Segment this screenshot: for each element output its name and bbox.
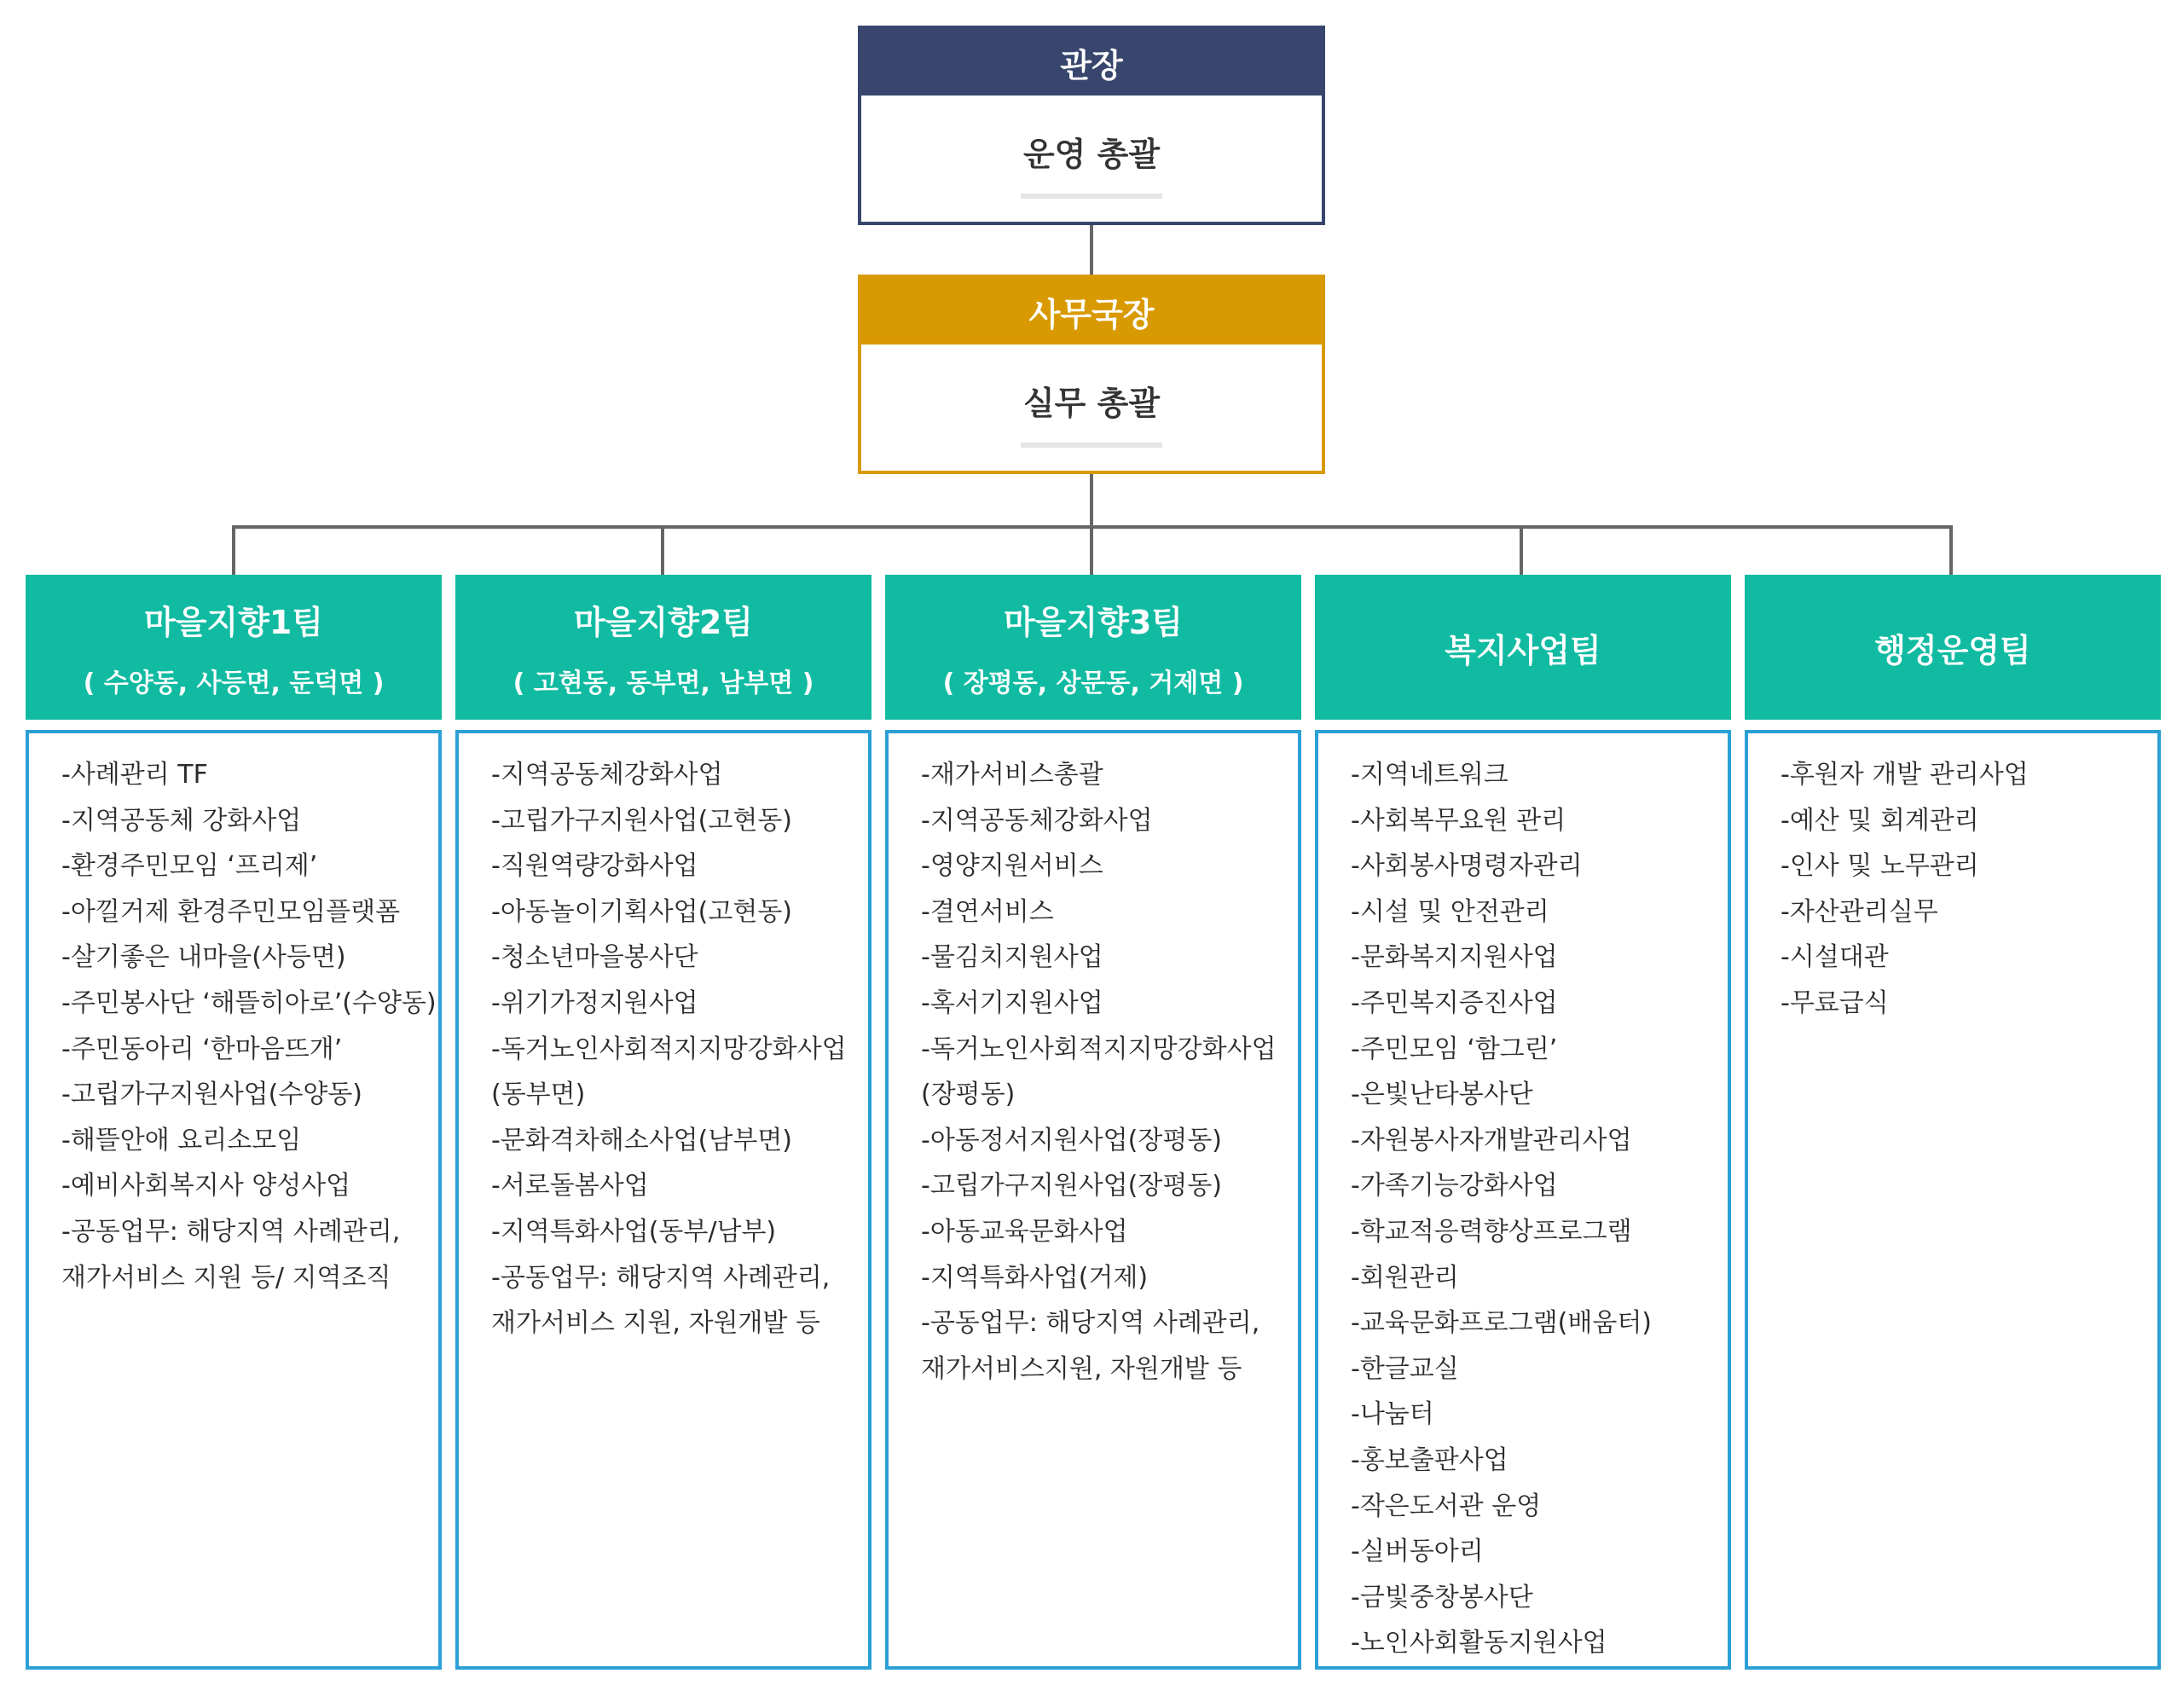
team-header-4 [1315, 575, 1731, 720]
duty-item: -물김치지원사업 [921, 942, 1103, 973]
duty-item: -은빛난타봉사단 [1351, 1080, 1533, 1110]
duty-item: -문화복지지원사업 [1351, 942, 1558, 973]
duty-item: -해뜰안애 요리소모임 [61, 1125, 302, 1155]
duty-item: -지역공동체 강화사업 [61, 805, 302, 836]
director-underline [1021, 194, 1162, 199]
connector-director-secgen [1090, 225, 1093, 275]
connector-team-2 [661, 525, 664, 575]
duty-item: -혹서기지원사업 [921, 987, 1103, 1018]
duty-item: -예비사회복지사 양성사업 [61, 1171, 351, 1201]
duty-item: -주민모임 ‘함그린’ [1351, 1033, 1558, 1064]
team-area: ( 고현동, 동부면, 남부면 ) [512, 668, 814, 698]
connector-secgen-trunk [1090, 474, 1093, 529]
duty-item: -살기좋은 내마을(사등면) [61, 942, 346, 973]
duty-item: -주민복지증진사업 [1351, 987, 1558, 1018]
duty-item: -직원역량강화사업 [491, 851, 698, 882]
duty-item: (장평동) [921, 1080, 1016, 1110]
team-header-5 [1745, 575, 2161, 720]
duty-item: -사회복무요원 관리 [1351, 805, 1566, 836]
duty-item: -지역공동체강화사업 [921, 805, 1153, 836]
duty-item: -자산관리실무 [1781, 896, 1938, 927]
duty-item: -시설대관 [1781, 942, 1889, 973]
duty-item: -인사 및 노무관리 [1781, 851, 1979, 882]
secretary-general-box [858, 275, 1325, 474]
duty-item: -공동업무: 해당지역 사례관리, [491, 1262, 831, 1293]
team-duties-3 [885, 730, 1301, 1670]
connector-team-5 [1949, 525, 1953, 575]
duty-item: -고립가구지원사업(수양동) [61, 1080, 363, 1110]
duty-item: 재가서비스 지원 등/ 지역조직 [61, 1262, 391, 1293]
duty-item: -고립가구지원사업(고현동) [491, 805, 793, 836]
connector-team-4 [1520, 525, 1523, 575]
duty-item: -나눔터 [1351, 1399, 1434, 1430]
team-name: 마을지향1팀 [144, 603, 323, 641]
duty-item: -작은도서관 운영 [1351, 1491, 1542, 1521]
duty-item: -아동교육문화사업 [921, 1216, 1128, 1247]
secretary-general-duty: 실무 총괄 [1022, 385, 1161, 422]
duty-item: -자원봉사자개발관리사업 [1351, 1125, 1632, 1155]
duty-list [1351, 752, 1728, 1666]
duty-item: -주민봉사단 ‘해뜰히아로’(수양동) [61, 987, 437, 1018]
duty-item: -문화격차해소사업(남부면) [491, 1125, 793, 1155]
duty-item: -사례관리 TF [61, 760, 208, 790]
team-area: ( 장평동, 상문동, 거제면 ) [942, 668, 1244, 698]
duty-item: -후원자 개발 관리사업 [1781, 760, 2029, 790]
duty-list [921, 752, 1298, 1392]
duty-item: -공동업무: 해당지역 사례관리, [921, 1308, 1260, 1339]
team-name: 행정운영팀 [1874, 631, 2031, 669]
duty-item: -청소년마을봉사단 [491, 942, 698, 973]
duty-item: -지역네트워크 [1351, 760, 1508, 790]
team-name: 마을지향2팀 [574, 603, 753, 641]
connector-team-3 [1090, 525, 1093, 575]
duty-item: -지역특화사업(동부/남부) [491, 1216, 777, 1247]
duty-item: -독거노인사회적지지망강화사업 [921, 1033, 1277, 1064]
secretary-general-title: 사무국장 [861, 278, 1322, 344]
duty-item: -회원관리 [1351, 1262, 1459, 1293]
team-duties-2 [455, 730, 871, 1670]
duty-list [491, 752, 868, 1346]
duty-item: (동부면) [491, 1080, 586, 1110]
duty-list [61, 752, 438, 1300]
duty-item: 재가서비스 지원, 자원개발 등 [491, 1308, 820, 1339]
team-name: 복지사업팀 [1445, 631, 1601, 669]
team-header-2 [455, 575, 871, 720]
duty-item: -주민동아리 ‘한마음뜨개’ [61, 1033, 343, 1064]
duty-item: -시설 및 안전관리 [1351, 896, 1549, 927]
duty-item: -재가서비스총괄 [921, 760, 1103, 790]
duty-item: -영양지원서비스 [921, 851, 1103, 882]
team-header-1 [26, 575, 442, 720]
team-name: 마을지향3팀 [1004, 603, 1183, 641]
director-duty: 운영 총괄 [1022, 136, 1161, 173]
duty-item: -교육문화프로그램(배움터) [1351, 1308, 1653, 1339]
duty-item: -독거노인사회적지지망강화사업 [491, 1033, 847, 1064]
duty-item: 재가서비스지원, 자원개발 등 [921, 1353, 1242, 1384]
duty-item: -공동업무: 해당지역 사례관리, [61, 1216, 401, 1247]
duty-item: -예산 및 회계관리 [1781, 805, 1979, 836]
duty-item: -홍보출판사업 [1351, 1445, 1508, 1475]
duty-item: -아낄거제 환경주민모임플랫폼 [61, 896, 401, 927]
duty-item: -금빛중창봉사단 [1351, 1582, 1533, 1612]
duty-item: -지역공동체강화사업 [491, 760, 723, 790]
team-duties-4 [1315, 730, 1731, 1670]
duty-list [1781, 752, 2157, 1027]
duty-item: -결연서비스 [921, 896, 1054, 927]
duty-item: -실버동아리 [1351, 1537, 1484, 1567]
duty-item: -노인사회활동지원사업 [1351, 1628, 1607, 1659]
duty-item: -아동놀이기획사업(고현동) [491, 896, 793, 927]
duty-item: -학교적응력향상프로그램 [1351, 1216, 1632, 1247]
director-box [858, 26, 1325, 225]
duty-item: -사회봉사명령자관리 [1351, 851, 1583, 882]
connector-team-1 [232, 525, 235, 575]
director-title: 관장 [861, 29, 1322, 96]
duty-item: -아동정서지원사업(장평동) [921, 1125, 1223, 1155]
duty-item: -무료급식 [1781, 987, 1889, 1018]
team-area: ( 수양동, 사등면, 둔덕면 ) [83, 668, 385, 698]
duty-item: -서로돌봄사업 [491, 1171, 649, 1201]
duty-item: -고립가구지원사업(장평동) [921, 1171, 1223, 1201]
team-header-3 [885, 575, 1301, 720]
secretary-general-underline [1021, 443, 1162, 448]
duty-item: -한글교실 [1351, 1353, 1459, 1384]
duty-item: -위기가정지원사업 [491, 987, 698, 1018]
duty-item: -환경주민모임 ‘프리제’ [61, 851, 318, 882]
team-duties-5 [1745, 730, 2161, 1670]
duty-item: -지역특화사업(거제) [921, 1262, 1149, 1293]
duty-item: -가족기능강화사업 [1351, 1171, 1558, 1201]
team-duties-1 [26, 730, 442, 1670]
